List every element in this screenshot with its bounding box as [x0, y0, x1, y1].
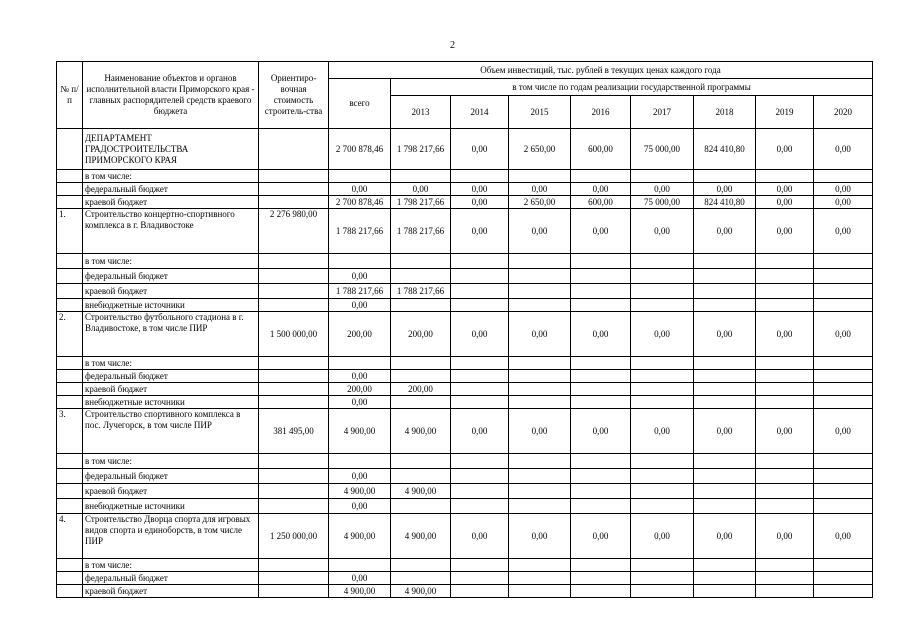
project-including-row [57, 559, 873, 572]
project-extra-row [57, 299, 873, 312]
federal-label: федеральный бюджет [83, 370, 259, 383]
project-total: 4 900,00 [329, 409, 391, 454]
year-header: 2013 [391, 96, 451, 129]
including-label: в том числе: [83, 357, 259, 370]
project-federal-row [57, 469, 873, 484]
col-total-header: всего [329, 79, 391, 129]
year-header: 2014 [451, 96, 509, 129]
table-cell: 600,00 [571, 196, 631, 209]
table-cell: 0,00 [571, 209, 631, 254]
table-cell: 0,00 [756, 183, 814, 196]
federal-label: федеральный бюджет [83, 269, 259, 284]
project-row [57, 514, 873, 559]
project-extra-row [57, 396, 873, 409]
project-regional-row [57, 484, 873, 499]
table-cell: 0,00 [694, 514, 756, 559]
table-cell: 0,00 [756, 312, 814, 357]
table-cell: 0,00 [509, 183, 571, 196]
project-number: 3. [57, 409, 83, 454]
table-cell: 0,00 [571, 183, 631, 196]
table-cell: 200,00 [329, 383, 391, 396]
project-cost: 2 276 980,00 [259, 209, 329, 254]
project-including-row [57, 254, 873, 269]
table-cell: 1 798 217,66 [391, 196, 451, 209]
project-including-row [57, 454, 873, 469]
table-cell: 0,00 [756, 209, 814, 254]
regional-label: краевой бюджет [83, 196, 259, 209]
department-federal-row [57, 183, 873, 196]
table-cell: 4 900,00 [391, 409, 451, 454]
table-cell: 0,00 [329, 499, 391, 514]
federal-label: федеральный бюджет [83, 572, 259, 585]
table-cell: 0,00 [451, 514, 509, 559]
regional-label: краевой бюджет [83, 284, 259, 299]
table-cell: 200,00 [391, 312, 451, 357]
table-cell: 2 650,00 [509, 129, 571, 170]
project-number: 1. [57, 209, 83, 254]
table-cell: 0,00 [329, 299, 391, 312]
col-volume-header: Объем инвестиций, тыс. рублей в текущих ценах каждого года [329, 62, 873, 79]
table-cell: 0,00 [756, 129, 814, 170]
table-cell: 0,00 [814, 183, 873, 196]
col-number-header: № п/п [57, 62, 83, 129]
table-cell: 1 788 217,66 [391, 284, 451, 299]
table-cell: 0,00 [451, 209, 509, 254]
table-cell: 0,00 [694, 409, 756, 454]
table-cell: 600,00 [571, 129, 631, 170]
table-cell: 0,00 [631, 409, 694, 454]
table-cell: 1 788 217,66 [391, 209, 451, 254]
project-federal-row [57, 269, 873, 284]
project-name: Строительство концертно-спортивного комплекса в г. Владивостоке [83, 209, 259, 254]
project-regional-row [57, 383, 873, 396]
table-cell: 0,00 [814, 409, 873, 454]
table-cell: 200,00 [391, 383, 451, 396]
extra-label: внебюджетные источники [83, 299, 259, 312]
project-total: 200,00 [329, 312, 391, 357]
investment-table [56, 61, 873, 598]
table-cell: 0,00 [509, 312, 571, 357]
table-cell: 0,00 [509, 409, 571, 454]
cell-empty [57, 129, 83, 170]
project-name: Строительство спортивного комплекса в пос. Лучегорск, в том числе ПИР [83, 409, 259, 454]
table-cell: 0,00 [509, 209, 571, 254]
table-cell: 0,00 [631, 183, 694, 196]
table-cell: 0,00 [329, 370, 391, 383]
table-cell: 4 900,00 [329, 484, 391, 499]
project-federal-row [57, 370, 873, 383]
header-row-1 [57, 62, 873, 79]
col-years-group-header: в том числе по годам реализации государственной программы [391, 79, 873, 96]
table-cell: 4 900,00 [329, 585, 391, 598]
table-cell: 0,00 [329, 183, 391, 196]
col-name-header: Наименование объектов и органов исполнительной власти Приморского края - главных распорядителей средств краевого бюджета [83, 62, 259, 129]
table-cell: 2 700 878,46 [329, 196, 391, 209]
regional-label: краевой бюджет [83, 585, 259, 598]
table-cell: 0,00 [451, 312, 509, 357]
table-cell: 0,00 [571, 312, 631, 357]
department-row [57, 129, 873, 170]
extra-label: внебюджетные источники [83, 396, 259, 409]
table-cell: 0,00 [451, 183, 509, 196]
table-cell: 75 000,00 [631, 129, 694, 170]
project-extra-row [57, 499, 873, 514]
project-number: 4. [57, 514, 83, 559]
table-cell: 0,00 [631, 312, 694, 357]
table-cell: 0,00 [451, 129, 509, 170]
table-cell: 0,00 [756, 514, 814, 559]
year-header: 2018 [694, 96, 756, 129]
cell-empty [259, 129, 329, 170]
federal-label: федеральный бюджет [83, 183, 259, 196]
including-label: в том числе: [83, 454, 259, 469]
table-cell: 0,00 [509, 514, 571, 559]
table-cell: 0,00 [814, 514, 873, 559]
project-row [57, 209, 873, 254]
col-cost-header: Ориентиро-вочная стоимость строитель-ства [259, 62, 329, 129]
year-header: 2016 [571, 96, 631, 129]
table-cell: 0,00 [631, 209, 694, 254]
table-cell: 1 788 217,66 [329, 284, 391, 299]
year-header: 2020 [814, 96, 873, 129]
project-cost: 381 495,00 [259, 409, 329, 454]
year-header: 2019 [756, 96, 814, 129]
table-cell: 0,00 [814, 196, 873, 209]
table-cell: 2 650,00 [509, 196, 571, 209]
including-label: в том числе: [83, 254, 259, 269]
project-regional-row [57, 284, 873, 299]
table-cell: 0,00 [329, 396, 391, 409]
table-cell: 824 410,80 [694, 196, 756, 209]
project-regional-row [57, 585, 873, 598]
regional-label: краевой бюджет [83, 484, 259, 499]
table-cell: 4 900,00 [391, 514, 451, 559]
table-cell: 0,00 [329, 572, 391, 585]
project-total: 1 788 217,66 [329, 209, 391, 254]
department-total: 2 700 878,46 [329, 129, 391, 170]
table-cell: 0,00 [631, 514, 694, 559]
table-cell: 0,00 [329, 469, 391, 484]
project-total: 4 900,00 [329, 514, 391, 559]
project-cost: 1 250 000,00 [259, 514, 329, 559]
table-cell: 1 798 217,66 [391, 129, 451, 170]
year-header: 2017 [631, 96, 694, 129]
table-cell: 0,00 [391, 183, 451, 196]
table-cell: 4 900,00 [391, 585, 451, 598]
regional-label: краевой бюджет [83, 383, 259, 396]
year-header: 2015 [509, 96, 571, 129]
project-name: Строительство Дворца спорта для игровых видов спорта и единоборств, в том числе ПИР [83, 514, 259, 559]
table-cell: 0,00 [451, 196, 509, 209]
including-label: в том числе: [83, 170, 259, 183]
table-cell: 0,00 [814, 129, 873, 170]
project-row [57, 409, 873, 454]
project-name: Строительство футбольного стадиона в г. Владивостоке, в том числе ПИР [83, 312, 259, 357]
department-name: ДЕПАРТАМЕНТ ГРАДОСТРОИТЕЛЬСТВА ПРИМОРСКОГО КРАЯ [83, 129, 259, 170]
table-cell: 0,00 [694, 312, 756, 357]
table-cell: 824 410,80 [694, 129, 756, 170]
page-number: 2 [450, 40, 455, 51]
table-cell: 0,00 [451, 409, 509, 454]
table-cell: 4 900,00 [391, 484, 451, 499]
table-cell: 75 000,00 [631, 196, 694, 209]
table-cell: 0,00 [571, 514, 631, 559]
federal-label: федеральный бюджет [83, 469, 259, 484]
project-number: 2. [57, 312, 83, 357]
table-cell: 0,00 [756, 196, 814, 209]
including-label: в том числе: [83, 559, 259, 572]
table-cell: 0,00 [694, 209, 756, 254]
table-cell: 0,00 [814, 312, 873, 357]
table-cell: 0,00 [571, 409, 631, 454]
department-regional-row [57, 196, 873, 209]
extra-label: внебюджетные источники [83, 499, 259, 514]
project-including-row [57, 357, 873, 370]
department-including-row [57, 170, 873, 183]
project-federal-row [57, 572, 873, 585]
table-cell: 0,00 [814, 209, 873, 254]
table-cell: 0,00 [329, 269, 391, 284]
project-cost: 1 500 000,00 [259, 312, 329, 357]
project-row [57, 312, 873, 357]
table-cell: 0,00 [756, 409, 814, 454]
table-cell: 0,00 [694, 183, 756, 196]
